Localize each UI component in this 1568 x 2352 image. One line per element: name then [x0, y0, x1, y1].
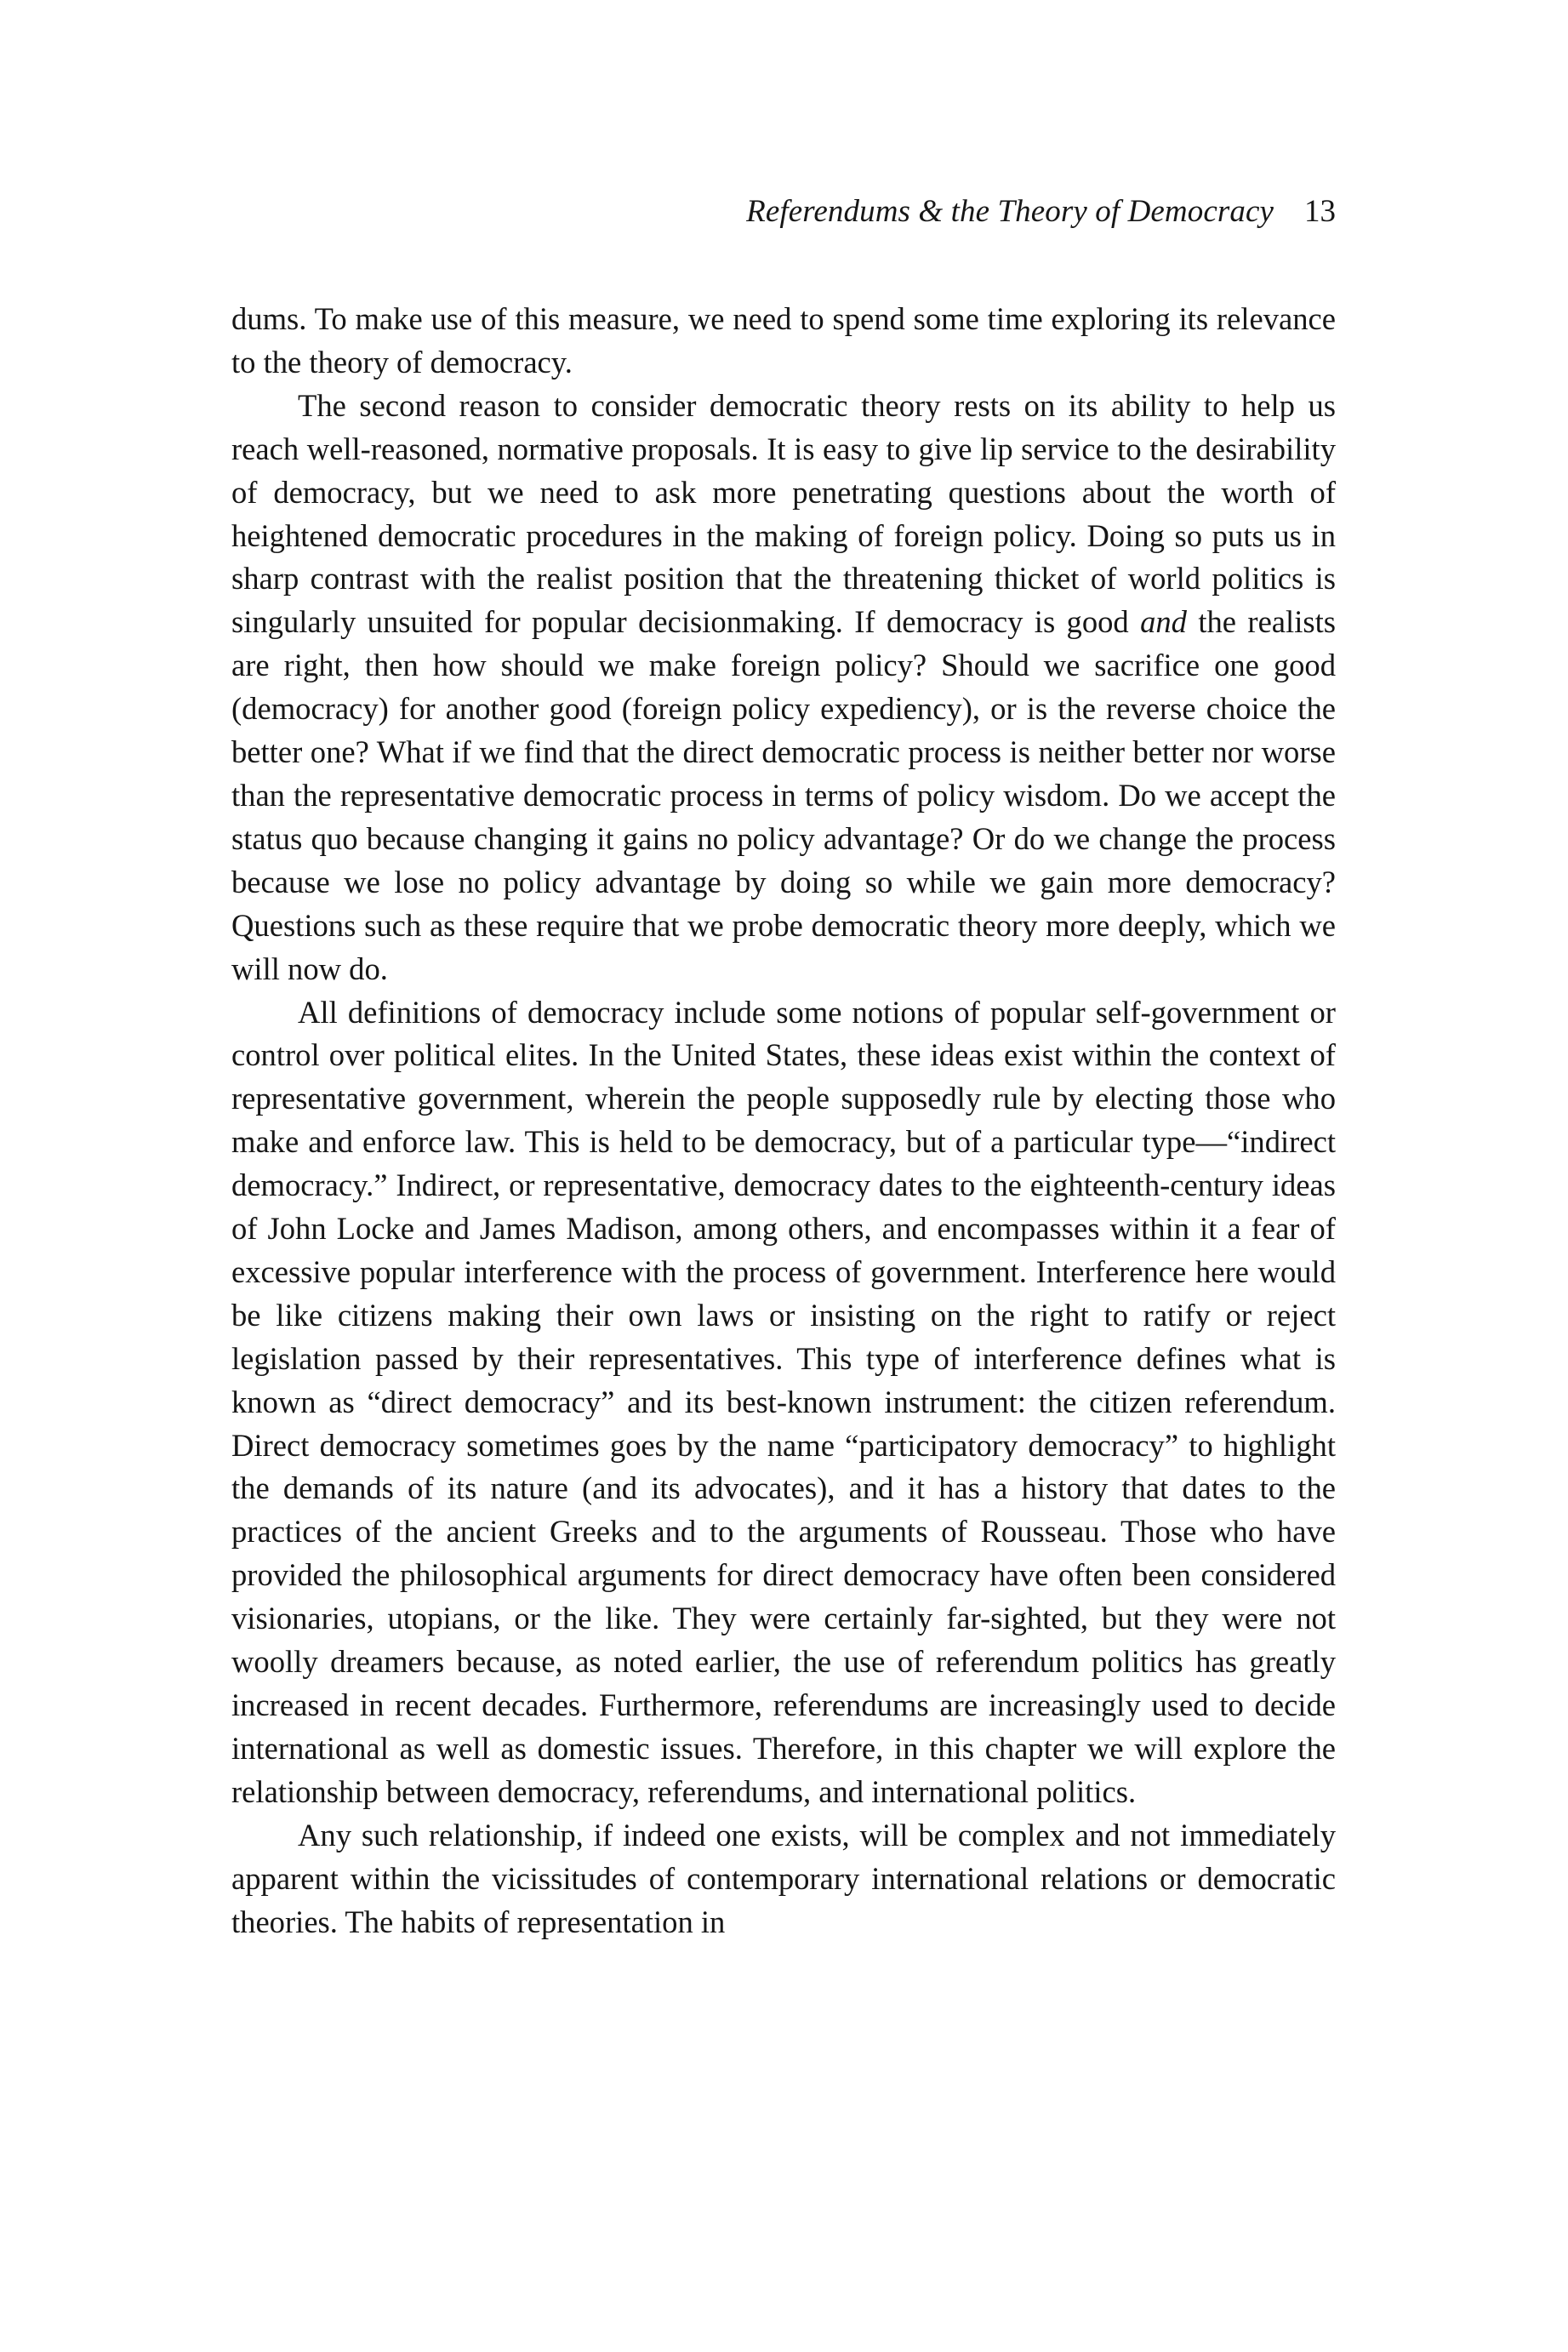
paragraph-democratic-theory — [231, 385, 1336, 991]
running-head-title: Referendums & the Theory of Democracy — [746, 194, 1274, 229]
emphasis-and: and — [1140, 604, 1187, 640]
book-page — [231, 0, 1336, 2352]
body-text — [231, 298, 1336, 1944]
page-number: 13 — [1304, 194, 1336, 229]
paragraph-continuation: dums. To make use of this measure, we need to spend some time exploring its relevance to the theory of democracy. — [231, 301, 1336, 380]
paragraph-relationship: Any such relationship, if indeed one exists, will be complex and not immediately apparent within the vicissitudes of contemporary international relations or democratic theories. The habits of representation in — [231, 1817, 1336, 1939]
paragraph-text: the realists are right, then how should we make foreign policy? Should we sacrifice one good (democracy) for another good (foreign policy expediency), or is the reverse choice the better one? What if we find that the direct democratic process is neither better nor worse than the representative democratic process in terms of policy wisdom. Do we accept the status quo because changing it gains no policy advantage? Or do we change the process because we lose no policy advantage by doing so while we gain more democracy? Questions such as these require that we probe democratic theory more deeply, which we will now do. — [231, 604, 1337, 986]
paragraph-text: The second reason to consider democratic theory rests on its ability to help us reach well-reasoned, normative proposals. It is easy to give lip service to the desirability of democracy, but we need to ask more penetrating questions about the worth of heightened democratic procedures in the making of foreign policy. Doing so puts us in sharp contrast with the realist position that the threatening thicket of world politics is singularly unsuited for popular decisionmaking. If democracy is good — [231, 387, 1336, 640]
running-head — [746, 191, 1336, 233]
paragraph-definitions-of-democracy: All definitions of democracy include some notions of popular self-government or control over political elites. In the United States, these ideas exist within the context of representative government, wherein the people supposedly rule by electing those who make and enforce law. This is held to be democracy, but of a particular type—“indirect democracy.” Indirect, or representative, democracy dates to the eighteenth-century ideas of John Locke and James Madison, among others, and encompasses within it a fear of excessive popular interference with the process of government. Interference here would be like citizens making their own laws or insisting on the right to ratify or reject legislation passed by their representatives. This type of interference defines what is known as “direct democracy” and its best-known instrument: the citizen referendum. Direct democracy sometimes goes by the name “participatory democracy” to highlight the demands of its nature (and its advocates), and it has a history that dates to the practices of the ancient Greeks and to the arguments of Rousseau. Those who have provided the philosophical arguments for direct democracy have often been considered visionaries, utopians, or the like. They were certainly far-sighted, but they were not woolly dreamers because, as noted earlier, the use of referendum politics has greatly increased in recent decades. Furthermore, referendums are increasingly used to decide international as well as domestic issues. Therefore, in this chapter we will explore the relationship between democracy, referendums, and international politics. — [231, 994, 1336, 1809]
